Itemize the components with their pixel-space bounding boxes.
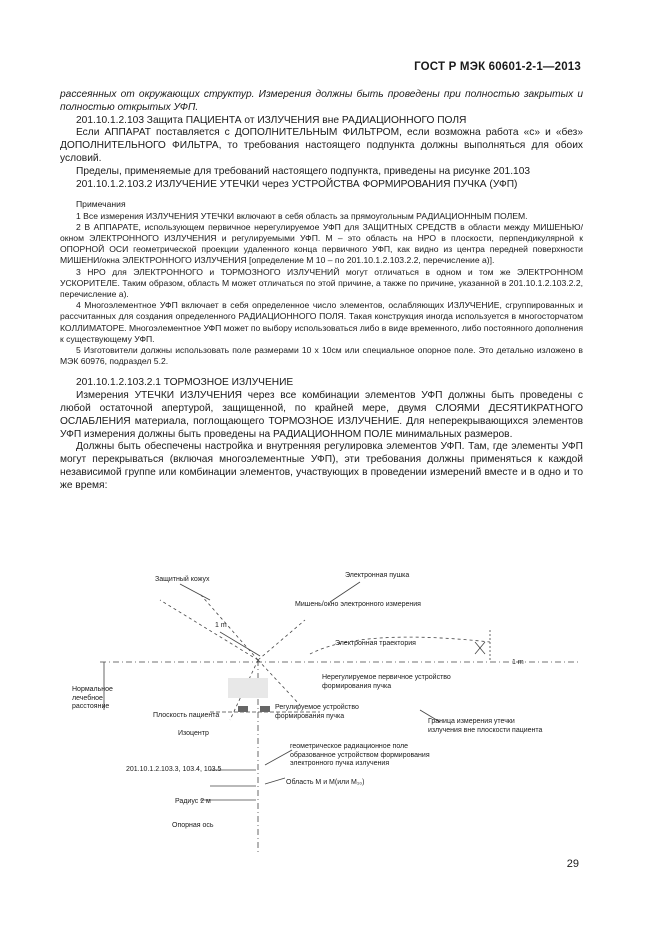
leader-gun — [330, 582, 360, 602]
leader-shield — [180, 584, 210, 600]
section-heading-103-2-1: 201.10.1.2.103.2.1 ТОРМОЗНОЕ ИЗЛУЧЕНИЕ — [76, 377, 294, 389]
note-1: 1 Все измерения ИЗЛУЧЕНИЯ УТЕЧКИ включают в себя область за прямоугольным РАДИАЦИОННЫМ ПОЛЕМ. — [76, 210, 528, 221]
label-target: Мишень/окно электронного измерения — [295, 601, 421, 608]
collimator-block-left — [238, 706, 248, 712]
shadow-area — [228, 678, 268, 698]
page-number: 29 — [566, 858, 579, 870]
leader-area — [265, 778, 285, 784]
document-body — [60, 89, 583, 493]
section-heading-103-2: 201.10.1.2.103.2 ИЗЛУЧЕНИЕ УТЕЧКИ через УСТРОЙСТВА ФОРМИРОВАНИЯ ПУЧКА (УФП) — [76, 178, 518, 190]
section-heading-103: 201.10.1.2.103 Защита ПАЦИЕНТА от ИЗЛУЧЕНИЯ вне РАДИАЦИОННОГО ПОЛЯ — [76, 114, 467, 126]
label-isocenter: Изоцентр — [178, 730, 209, 737]
label-refs: 201.10.1.2.103.3, 103.4, 103.5 — [126, 766, 222, 773]
label-normal-distance: Нормальное лечебное расстояние — [72, 686, 113, 711]
note-2: 2 В АППАРАТЕ, использующем первичное нерегулируемое УФП для ЗАЩИТНЫХ СРЕДСТВ в области между МИШЕНЬЮ/окном ЭЛЕКТРОННОГО ИЗЛУЧЕНИЯ и регулируемыми УФП. М – это область на НРО в плоскости, перпендикулярной к ОПОРНОЙ ОСИ геометрической проекции удаленного конца первичного УФП, как видно из центра передней поверхности МИШЕНИ/окна ЭЛЕКТРОННОГО ИЗЛУЧЕНИЯ [определение М 10 – по 201.10.1.2.103.2.2, перечисление а)]. — [60, 221, 583, 266]
paragraph-filter: Если АППАРАТ поставляется с ДОПОЛНИТЕЛЬНЫМ ФИЛЬТРОМ, если возможна работа «с» и «без» ДОПОЛНИТЕЛЬНОГО ФИЛЬТРА, то требования настоящего подпункта должны выполняться для обоих условий. — [60, 127, 583, 164]
ray-line-1 — [160, 600, 258, 660]
label-nonadjustable: Нерегулируемое первичное устройство формирования пучка — [322, 674, 451, 690]
label-adjustable: Регулируемое устройство формирования пучка — [275, 704, 359, 720]
ray-line-3 — [258, 620, 305, 660]
label-patient-plane: Плоскость пациента — [153, 712, 220, 719]
label-trajectory: Электронная траектория — [335, 640, 416, 647]
label-1m-a: 1 m — [215, 622, 227, 629]
note-4: 4 Многоэлементное УФП включает в себя определенное число элементов, ослабляющих ИЗЛУЧЕНИЕ, сгруппированных и рассчитанных для создания определенного РАДИАЦИОННОГО ПОЛЯ. Такая конструкция иногда используется в многосторчатом КОЛЛИМАТОРЕ. Многоэлементное УФП может по выбору использоваться либо в виде временного, либо постоянного дополнения к существующему УФП. — [60, 300, 583, 344]
label-reference-axis: Опорная ось — [172, 822, 214, 829]
label-area-m: Область М и М(или М₁₀) — [286, 779, 365, 786]
label-radius: Радиус 2 м — [175, 798, 211, 805]
label-gun: Электронная пушка — [345, 572, 410, 579]
note-5: 5 Изготовители должны использовать поле размерами 10 х 10см или специальное опорное поле. Это детально изложено в МЭК 60976, подраздел 5.2. — [60, 345, 583, 367]
document-header: ГОСТ Р МЭК 60601-2-1—2013 — [414, 61, 581, 73]
label-1m-b: 1 m — [512, 659, 524, 666]
paragraph-adjustment: Должны быть обеспечены настройка и внутренняя регулировка элементов УФП. Там, где элементы УФП могут перекрываться (включая многоэлементные УФП), эти требования должны применяться к каждой независимой группе или комбинации элементов, участвующих в проведении измерений вместе и в одно и то же время: — [60, 441, 583, 491]
figure-leakage-diagram — [60, 560, 600, 860]
label-boundary: Граница измерения утечки излучения вне плоскости пациента — [428, 718, 543, 734]
paragraph-limits: Пределы, применяемые для требований настоящего подпункта, приведены на рисунке 201.103 — [76, 165, 531, 177]
leader-geom — [265, 750, 292, 765]
collimator-block-right — [260, 706, 270, 712]
notes-title: Примечания — [76, 199, 126, 210]
ray-line-2 — [200, 594, 258, 660]
label-shield: Защитный кожух — [155, 576, 210, 583]
note-3: 3 НРО для ЭЛЕКТРОННОГО и ТОРМОЗНОГО ИЗЛУЧЕНИЙ могут отличаться в одном и том же ЭЛЕКТРОННОМ УСКОРИТЕЛЕ. Таким образом, область М может отличаться по этой причине, а также по причине, указанной в 201.10.1.2.103.2.2, перечисление а). — [60, 266, 583, 299]
dimension-1m-a — [220, 632, 260, 656]
label-geom-field: геометрическое радиационное поле образованное устройством формирования электронного пучка излучения — [290, 743, 430, 768]
paragraph-continuation: рассеянных от окружающих структур. Измерения должны быть проведены при полностью закрытых и полностью открытых УФП. — [60, 89, 583, 113]
paragraph-leakage: Измерения УТЕЧКИ ИЗЛУЧЕНИЯ через все комбинации элементов УФП должны быть проведены с любой остаточной апертурой, защищенной, по крайней мере, двумя СЛОЯМИ ДЕСЯТИКРАТНОГО ОСЛАБЛЕНИЯ материала, поглощающего ТОРМОЗНОЕ ИЗЛУЧЕНИЕ. Для неперекрывающихся элементов УФП измерения должны быть проведены на РАДИАЦИОННОМ ПОЛЕ минимальных размеров. — [60, 390, 583, 440]
